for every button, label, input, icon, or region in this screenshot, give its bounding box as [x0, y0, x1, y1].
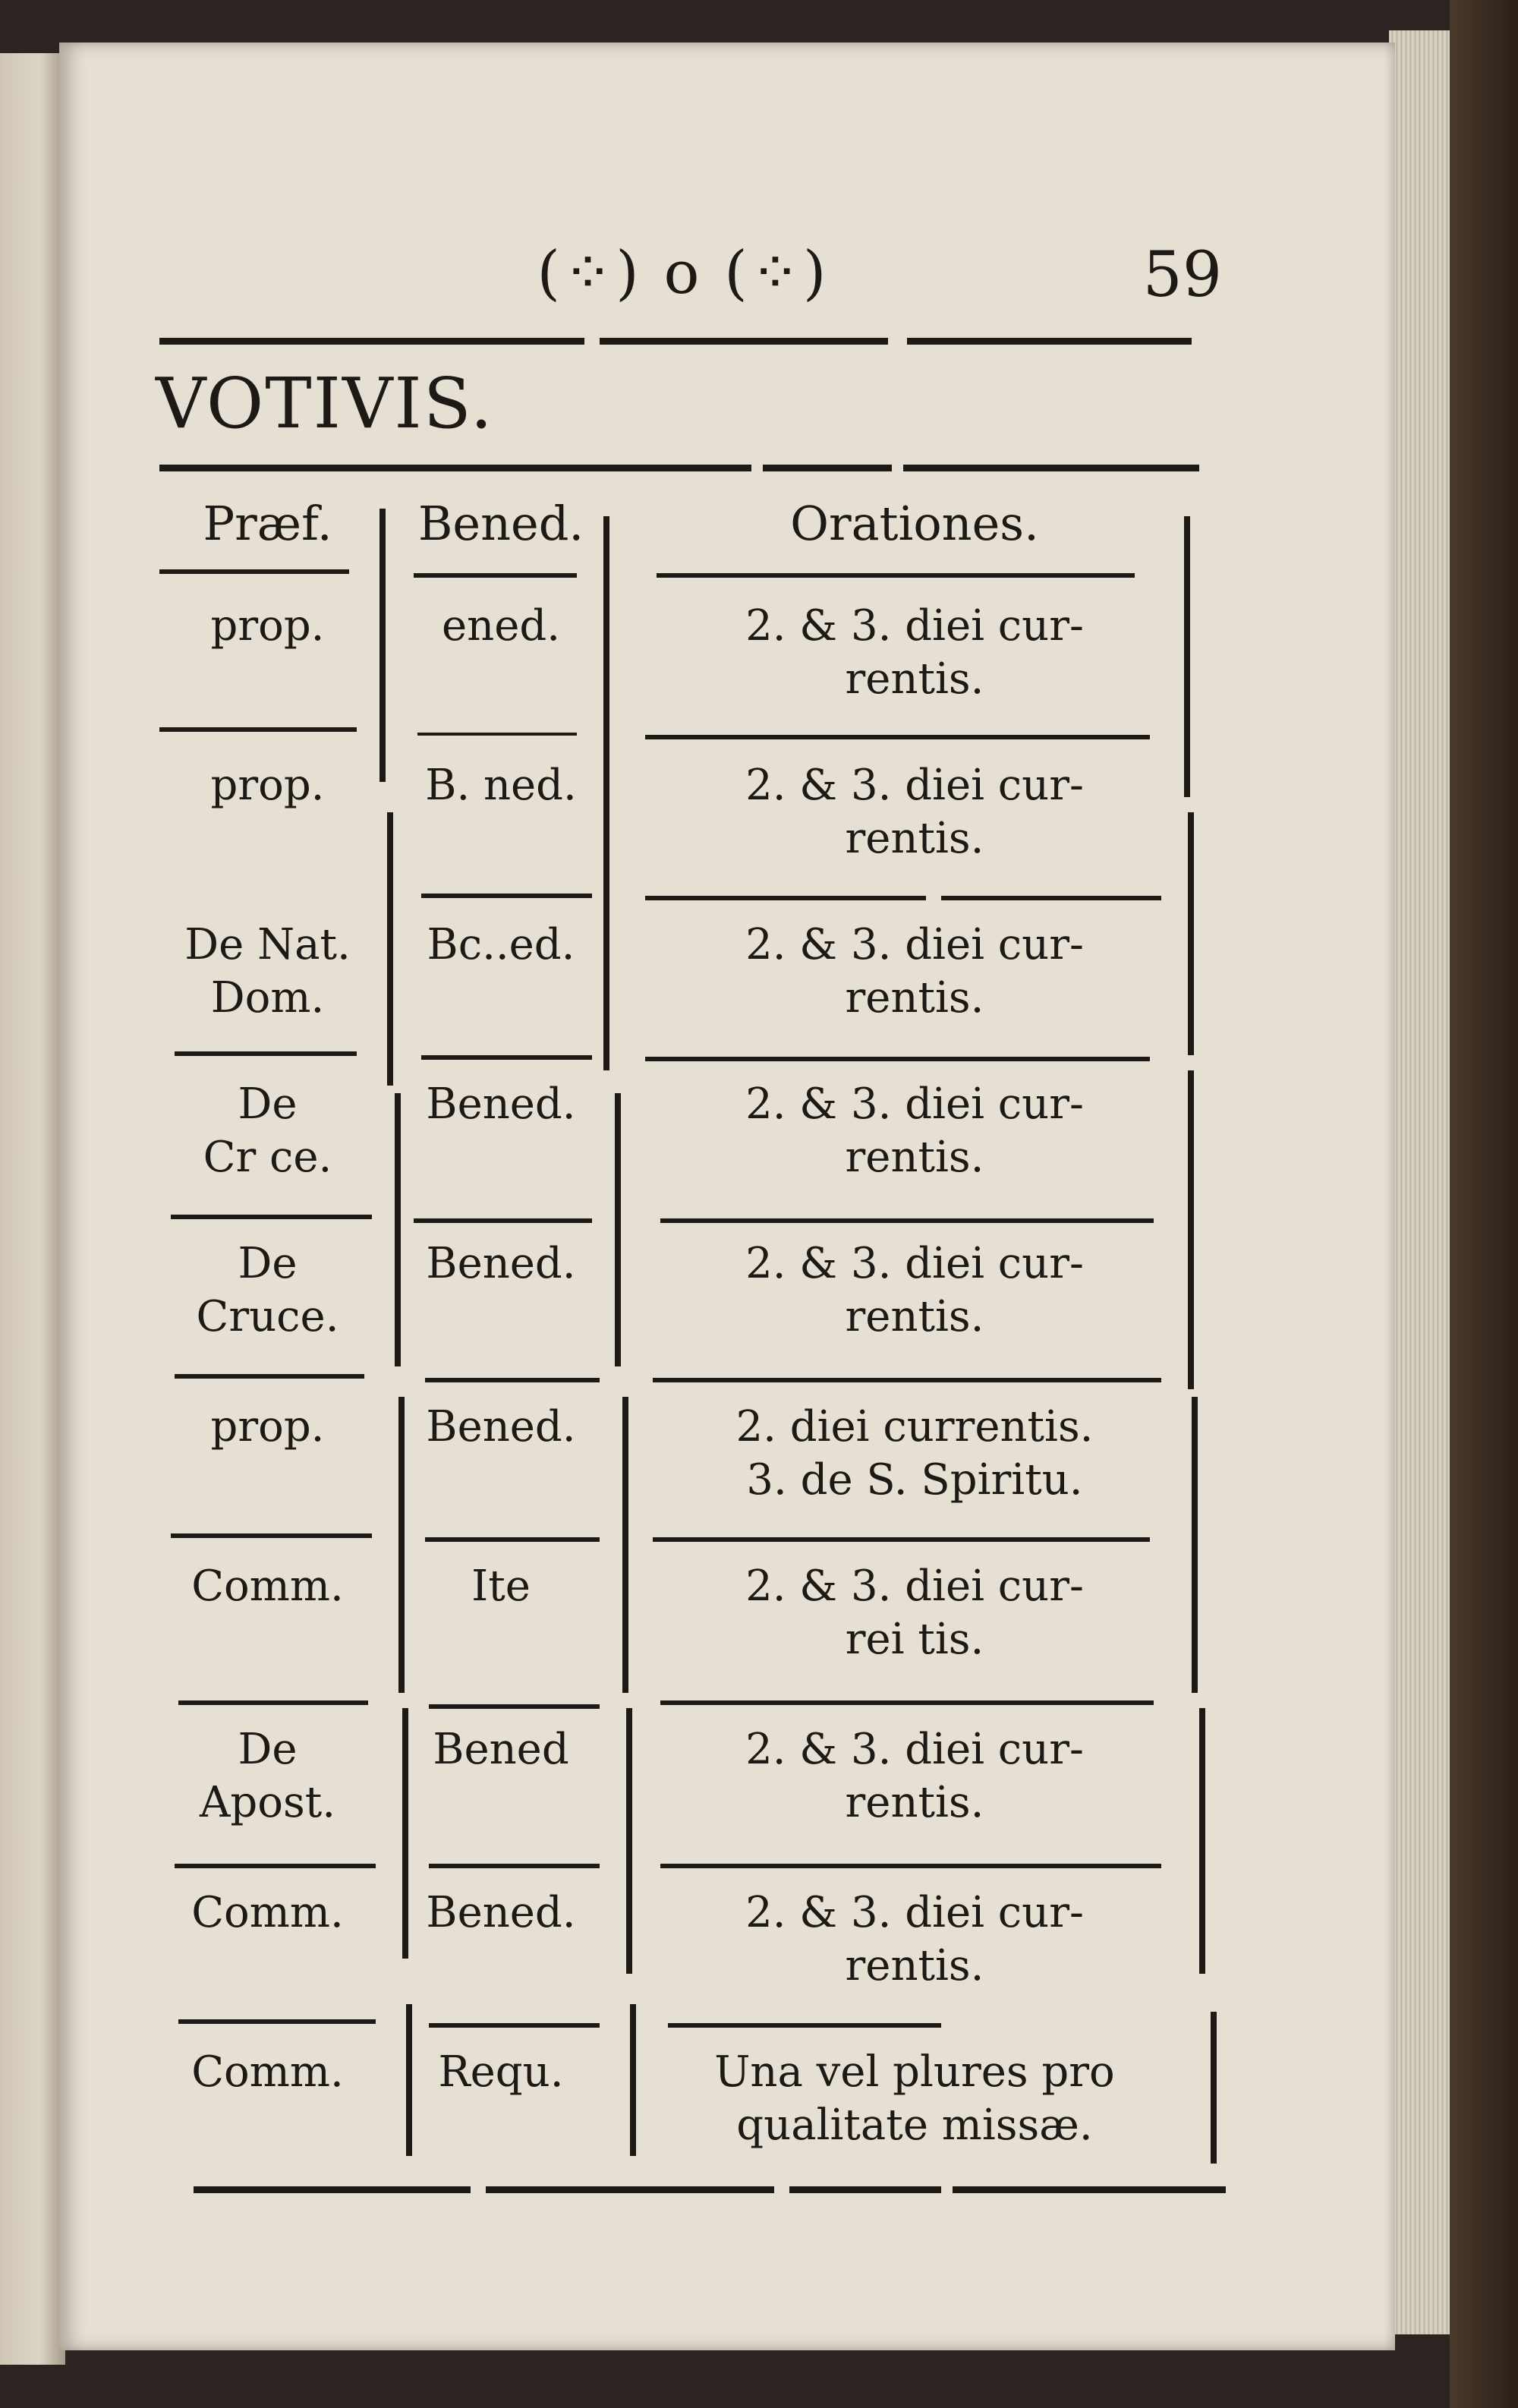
row-rule [175, 1864, 376, 1868]
row-rule [178, 1700, 368, 1705]
table-cell-bened: B. ned. [425, 761, 577, 810]
table-cell-bened: Bened. [426, 1888, 576, 1937]
row-rule [421, 894, 592, 898]
table-cell-orationes: 2. & 3. diei cur- rentis. [745, 601, 1084, 704]
row-rule [175, 1374, 364, 1379]
column-divider [1184, 516, 1190, 797]
column-divider [395, 1093, 401, 1366]
row-rule [159, 727, 357, 732]
row-rule [660, 1700, 1154, 1705]
table-cell-praef: prop. [210, 1402, 325, 1451]
book-cover-edge [1450, 0, 1518, 2408]
section-title: VOTIVIS. [156, 363, 494, 444]
table-cell-praef: De Nat. Dom. [184, 920, 351, 1023]
column-divider [380, 509, 386, 782]
table-cell-orationes: 2. & 3. diei cur- rentis. [745, 1080, 1084, 1182]
table-cell-bened: Bened. [426, 1239, 576, 1288]
page-number: 59 [1142, 239, 1222, 311]
table-cell-praef: Comm. [191, 2047, 344, 2097]
table-cell-praef: prop. [210, 761, 325, 810]
table-cell-bened: Bc..ed. [427, 920, 575, 969]
title-rule [763, 465, 892, 471]
table-cell-orationes: 2. & 3. diei cur- rentis. [745, 1725, 1084, 1827]
bottom-rule [953, 2186, 1226, 2193]
column-divider [615, 1093, 621, 1366]
row-rule [668, 2023, 941, 2028]
column-divider [387, 812, 393, 1086]
column-header-orationes: Orationes. [790, 496, 1039, 551]
table-cell-praef: Comm. [191, 1888, 344, 1937]
row-rule [660, 1218, 1154, 1223]
bottom-rule [194, 2186, 471, 2193]
row-rule [429, 2023, 600, 2028]
table-cell-orationes: 2. & 3. diei cur- rentis. [745, 1239, 1084, 1341]
column-divider [603, 516, 609, 1070]
table-cell-orationes: 2. diei currentis. 3. de S. Spiritu. [735, 1402, 1094, 1505]
row-rule [171, 1215, 372, 1219]
title-rule [903, 465, 1199, 471]
top-rule [159, 338, 584, 345]
column-divider [1188, 812, 1194, 1055]
row-rule [159, 569, 349, 574]
row-rule [175, 1051, 357, 1056]
column-divider [1188, 1070, 1194, 1389]
table-cell-bened: Bened [433, 1725, 569, 1774]
running-head-ornament: (⁘) o (⁘) [537, 239, 830, 307]
table-cell-praef: prop. [210, 601, 325, 651]
table-cell-orationes: 2. & 3. diei cur- rentis. [745, 761, 1084, 863]
row-rule [645, 896, 926, 900]
column-header-praef: Præf. [203, 496, 332, 551]
row-rule [653, 1378, 1161, 1382]
column-divider [626, 1708, 632, 1974]
row-rule [417, 733, 577, 736]
row-rule [657, 573, 1135, 578]
row-rule [429, 1864, 600, 1868]
column-divider [1211, 2012, 1217, 2164]
table-cell-bened: Requ. [438, 2047, 564, 2097]
table-cell-orationes: 2. & 3. diei cur- rentis. [745, 920, 1084, 1023]
column-divider [630, 2004, 636, 2156]
table-cell-praef: De Apost. [199, 1725, 336, 1827]
top-rule [907, 338, 1192, 345]
column-header-bened: Bened. [417, 496, 584, 551]
table-cell-orationes: Una vel plures pro qualitate missæ. [714, 2047, 1115, 2150]
column-divider [1199, 1708, 1205, 1974]
row-rule [425, 1378, 600, 1382]
row-rule [414, 573, 577, 578]
row-rule [645, 1057, 1150, 1061]
row-rule [941, 896, 1161, 900]
row-rule [645, 735, 1150, 739]
title-rule [159, 465, 751, 471]
table-cell-bened: ened. [442, 601, 560, 651]
row-rule [414, 1218, 592, 1223]
row-rule [425, 1537, 600, 1542]
bottom-rule [789, 2186, 941, 2193]
table-cell-praef: De Cr ce. [203, 1080, 332, 1182]
table-cell-praef: Comm. [191, 1562, 344, 1611]
row-rule [660, 1864, 1161, 1868]
table-cell-bened: Bened. [426, 1402, 576, 1451]
row-rule [171, 1533, 372, 1538]
row-rule [421, 1055, 592, 1060]
column-divider [622, 1397, 628, 1693]
previous-page-edge [0, 53, 65, 2365]
table-cell-orationes: 2. & 3. diei cur- rentis. [745, 1888, 1084, 1990]
table-cell-orationes: 2. & 3. diei cur- rei tis. [745, 1562, 1084, 1664]
row-rule [653, 1537, 1150, 1542]
column-divider [1192, 1397, 1198, 1693]
top-rule [600, 338, 888, 345]
row-rule [429, 1704, 600, 1709]
column-divider [398, 1397, 405, 1693]
table-cell-praef: De Cruce. [196, 1239, 339, 1341]
row-rule [178, 2019, 376, 2024]
table-cell-bened: Bened. [426, 1080, 576, 1129]
bottom-rule [486, 2186, 774, 2193]
table-cell-bened: Ite [471, 1562, 531, 1611]
